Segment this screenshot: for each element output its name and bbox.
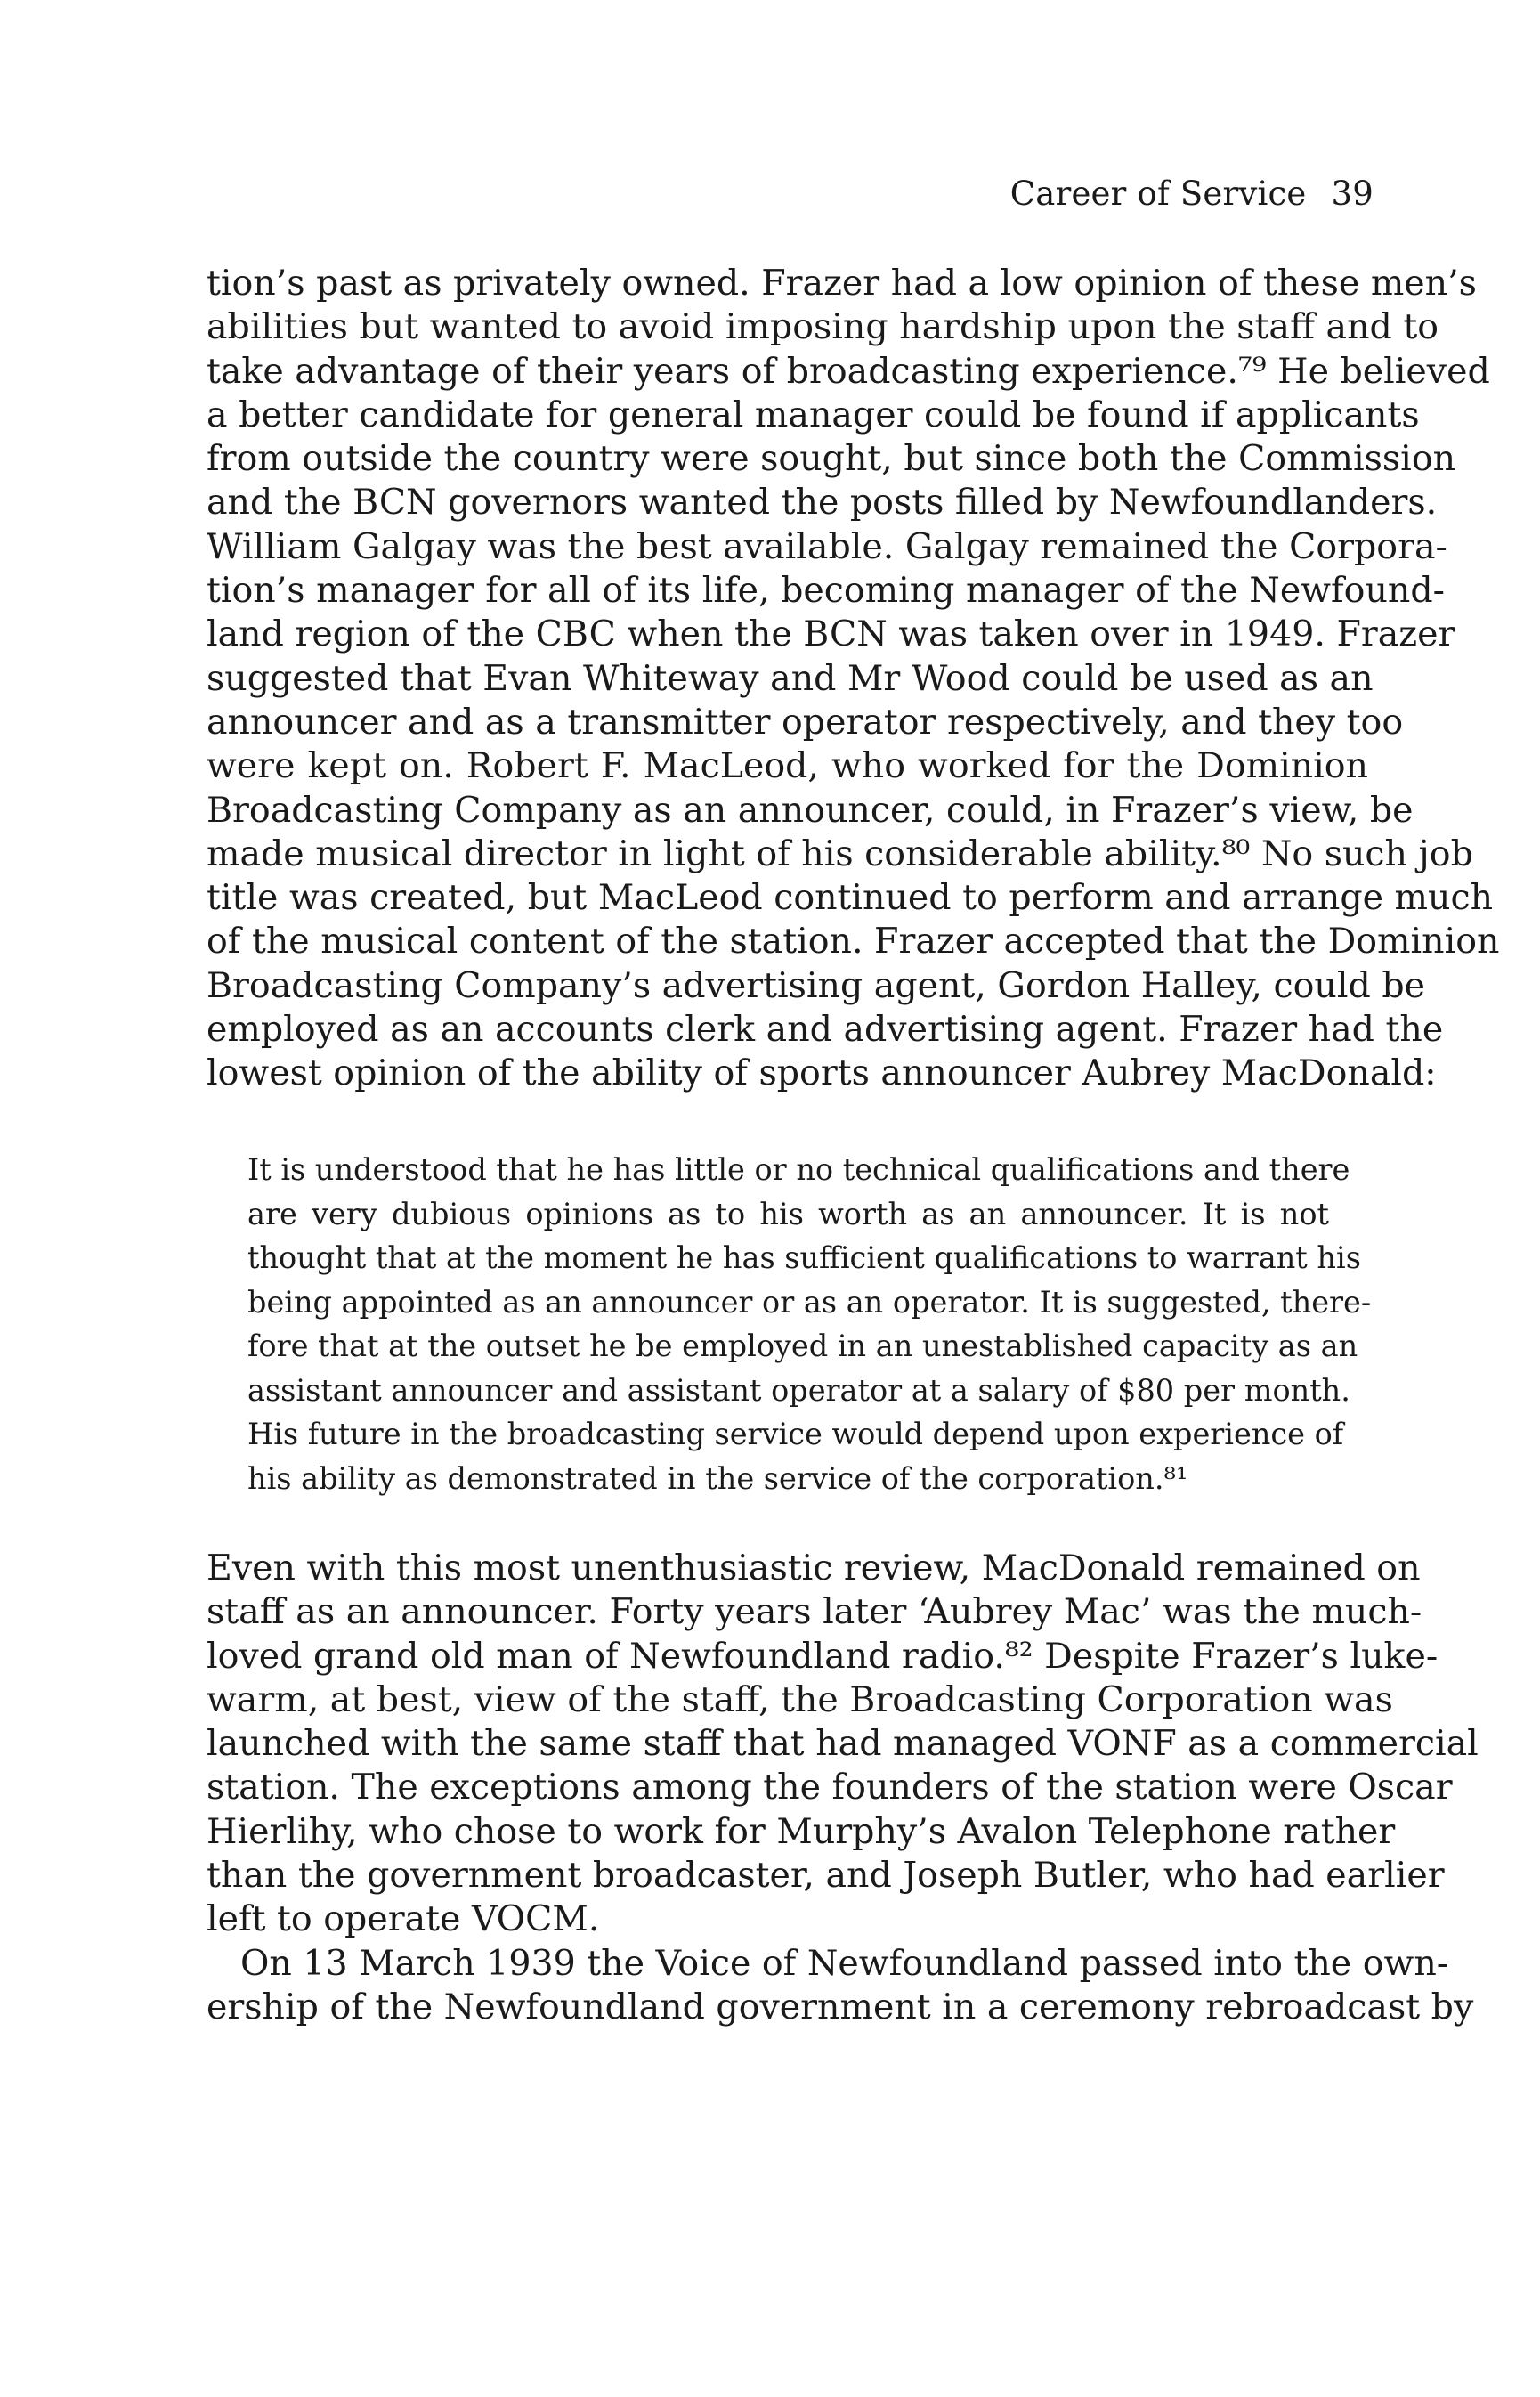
text-line: loved grand old man of Newfoundland radio.⁸² Despite Frazer’s luke- [207, 1635, 1439, 1677]
text-line: were kept on. Robert F. MacLeod, who worked for the Dominion [207, 745, 1368, 787]
text-line: a better candidate for general manager could be found if applicants [207, 394, 1420, 435]
running-head-title: Career of Service [1009, 175, 1307, 213]
quote-line: It is understood that he has little or no technical qualifications and there [247, 1152, 1350, 1187]
text-line: Broadcasting Company as an announcer, could, in Frazer’s view, be [207, 789, 1414, 831]
text-line: than the government broadcaster, and Joseph Butler, who had earlier [207, 1855, 1445, 1897]
text-line: Hierlihy, who chose to work for Murphy’s Avalon Telephone rather [207, 1810, 1396, 1852]
quote-line: His future in the broadcasting service would depend upon experience of [247, 1417, 1344, 1451]
text-line: suggested that Evan Whiteway and Mr Wood could be used as an [207, 657, 1374, 699]
text-line: take advantage of their years of broadcasting experience.⁷⁹ He believed [207, 350, 1490, 392]
paragraph-3 [207, 1942, 1474, 2030]
text-line: William Galgay was the best available. Galgay remained the Corpora- [207, 525, 1447, 567]
text-line: station. The exceptions among the founders of the station were Oscar [207, 1767, 1453, 1808]
paragraph-2 [207, 1547, 1479, 1942]
text-line: lowest opinion of the ability of sports announcer Aubrey MacDonald: [207, 1052, 1437, 1094]
text-line: staff as an announcer. Forty years later ‘Aubrey Mac’ was the much- [207, 1591, 1422, 1633]
quote-line: being appointed as an announcer or as an operator. It is suggested, there- [247, 1284, 1372, 1320]
text-line: title was created, but MacLeod continued to perform and arrange much [207, 877, 1494, 919]
text-line: abilities but wanted to avoid imposing hardship upon the staff and to [207, 306, 1439, 348]
text-line: and the BCN governors wanted the posts filled by Newfoundlanders. [207, 482, 1438, 524]
text-line: announcer and as a transmitter operator respectively, and they too [207, 701, 1404, 743]
text-line: launched with the same staff that had managed VONF as a commercial [207, 1723, 1479, 1765]
text-line: ership of the Newfoundland government in a ceremony rebroadcast by [207, 1987, 1474, 2028]
paragraph-1 [207, 262, 1500, 1096]
quote-line: assistant announcer and assistant operator at a salary of $80 per month. [247, 1372, 1350, 1408]
text-line: land region of the CBC when the BCN was taken over in 1949. Frazer [207, 613, 1455, 655]
quote-line: thought that at the moment he has sufficient qualifications to warrant his [247, 1240, 1361, 1275]
text-line: made musical director in light of his considerable ability.⁸⁰ No such job [207, 833, 1473, 874]
block-quote [247, 1148, 1372, 1500]
page-number: 39 [1331, 175, 1374, 213]
running-head [1010, 175, 1374, 213]
text-line: from outside the country were sought, but since both the Commission [207, 438, 1456, 480]
text-line: left to operate VOCM. [207, 1898, 600, 1940]
text-line: of the musical content of the station. Frazer accepted that the Dominion [207, 921, 1500, 963]
text-line: Even with this most unenthusiastic review, MacDonald remained on [207, 1548, 1421, 1589]
text-line: tion’s past as privately owned. Frazer had a low opinion of these men’s [207, 263, 1477, 304]
text-line: tion’s manager for all of its life, becoming manager of the Newfound- [207, 570, 1445, 612]
text-line: On 13 March 1939 the Voice of Newfoundland passed into the own- [240, 1943, 1449, 1984]
text-line: Broadcasting Company’s advertising agent, Gordon Halley, could be [207, 964, 1425, 1006]
quote-line: fore that at the outset he be employed in an unestablished capacity as an [247, 1329, 1358, 1363]
text-line: warm, at best, view of the staff, the Broadcasting Corporation was [207, 1678, 1393, 1720]
text-line: employed as an accounts clerk and advertising agent. Frazer had the [207, 1009, 1444, 1051]
quote-line: are very dubious opinions as to his worth as an announcer. It is not [247, 1196, 1329, 1231]
quote-line: his ability as demonstrated in the service of the corporation.⁸¹ [247, 1460, 1188, 1496]
